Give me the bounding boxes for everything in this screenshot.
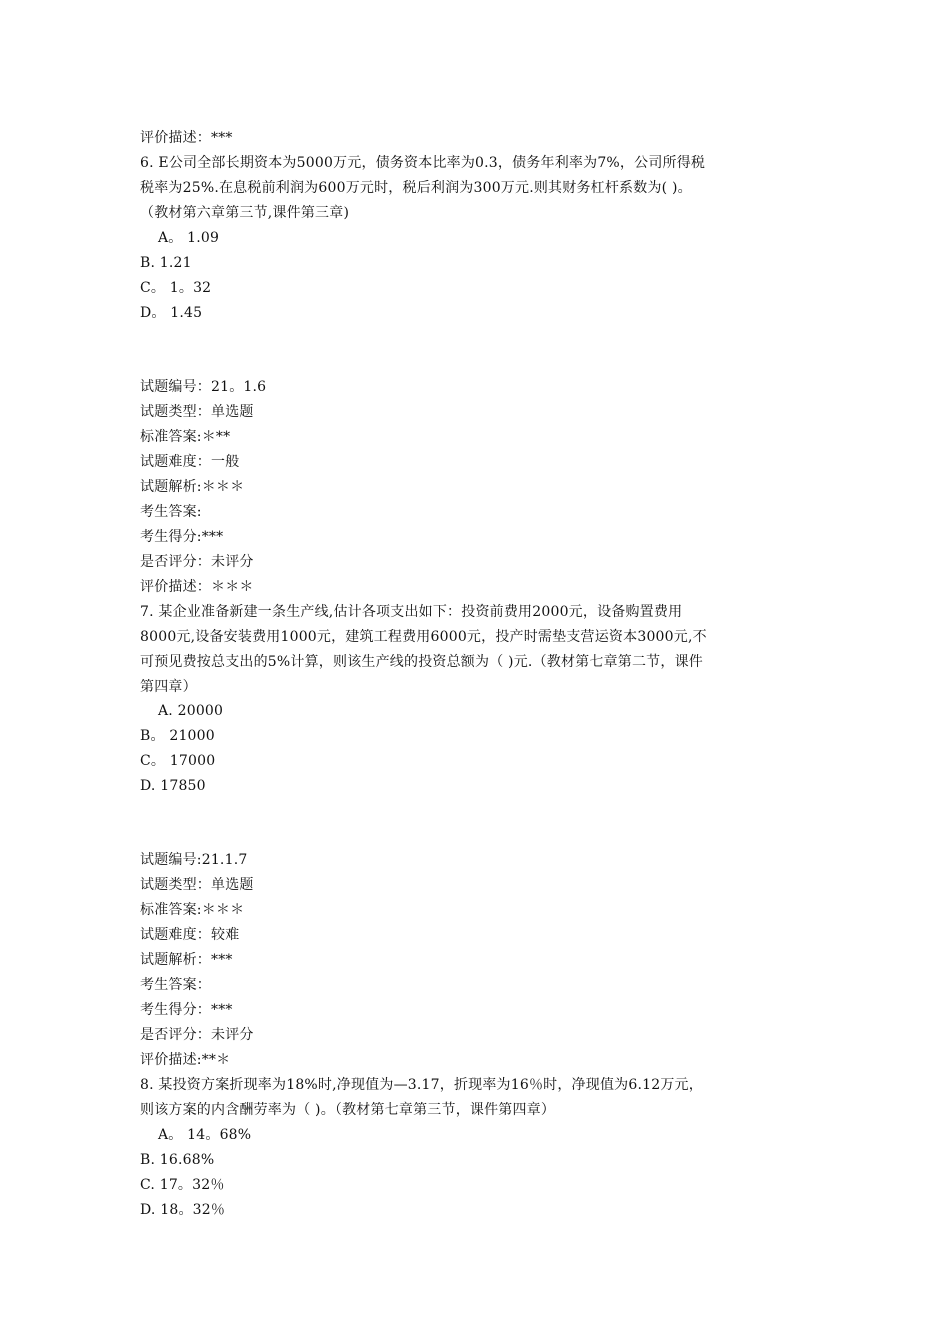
meta-q6-graded: 是否评分：未评分 [140, 554, 254, 570]
q8-option-c: C. 17。32％ [140, 1177, 225, 1193]
meta-q7-eval-desc: 评价描述:**＊ [140, 1052, 231, 1068]
q7-stem-line-4: 第四章） [140, 679, 197, 695]
q8-stem-line-1: 8. 某投资方案折现率为18%时,净现值为—3.17，折现率为16％时，净现值为6.12万元， [140, 1077, 703, 1093]
q7-stem-line-3: 可预见费按总支出的5%计算，则该生产线的投资总额为（ )元.（教材第七章第二节，课件 [140, 654, 703, 670]
q7-option-a: A. 20000 [158, 703, 224, 719]
meta-q7-examinee-answer: 考生答案： [140, 977, 211, 993]
q6-stem-line-3: （教材第六章第三节,课件第三章) [140, 205, 350, 221]
q7-stem-line-2: 8000元,设备安装费用1000元，建筑工程费用6000元，投产时需垫支营运资本3000元,不 [140, 629, 707, 645]
q6-option-d: D。 1.45 [140, 305, 203, 321]
meta-q7-difficulty: 试题难度：较难 [140, 927, 240, 943]
q7-option-d: D. 17850 [140, 778, 206, 794]
q7-option-b: B。 21000 [140, 728, 215, 744]
meta-q6-examinee-answer: 考生答案: [140, 504, 202, 520]
meta-q6-std-answer: 标准答案:＊** [140, 429, 231, 445]
q8-stem-line-2: 则该方案的内含酬劳率为（ )。（教材第七章第三节，课件第四章） [140, 1102, 556, 1118]
meta-q6-eval-desc: 评价描述：＊＊＊ [140, 579, 254, 595]
q7-option-c: C。 17000 [140, 753, 216, 769]
q8-option-b: B. 16.68% [140, 1152, 215, 1168]
meta-q6-analysis: 试题解析:＊＊＊ [140, 479, 245, 495]
meta-q6-difficulty: 试题难度：一般 [140, 454, 240, 470]
meta-q6-type: 试题类型：单选题 [140, 404, 254, 420]
q8-option-d: D. 18。32％ [140, 1202, 226, 1218]
q7-stem-line-1: 7. 某企业准备新建一条生产线,估计各项支出如下：投资前费用2000元，设备购置费用 [140, 604, 683, 620]
meta-q7-graded: 是否评分：未评分 [140, 1027, 254, 1043]
q8-option-a: A。 14。68% [158, 1127, 252, 1143]
q6-stem-line-2: 税率为25%.在息税前利润为600万元时，税后利润为300万元.则其财务杠杆系数为( )。 [140, 180, 692, 196]
meta-q7-analysis: 试题解析：*** [140, 952, 233, 968]
meta-q7-examinee-score: 考生得分：*** [140, 1002, 233, 1018]
meta-q7-std-answer: 标准答案:＊＊＊ [140, 902, 245, 918]
q6-stem-line-1: 6. E公司全部长期资本为5000万元，债务资本比率为0.3，债务年利率为7%，公司所得税 [140, 155, 706, 171]
q6-option-c: C。 1。32 [140, 280, 212, 296]
q6-option-a: A。 1.09 [158, 230, 220, 246]
meta-q7-id: 试题编号:21.1.7 [140, 852, 248, 868]
meta-q6-id: 试题编号：21。1.6 [140, 379, 267, 395]
meta-q7-type: 试题类型：单选题 [140, 877, 254, 893]
meta-q6-examinee-score: 考生得分:*** [140, 529, 224, 545]
q6-option-b: B. 1.21 [140, 255, 192, 271]
eval-desc-intro: 评价描述：*** [140, 130, 233, 146]
